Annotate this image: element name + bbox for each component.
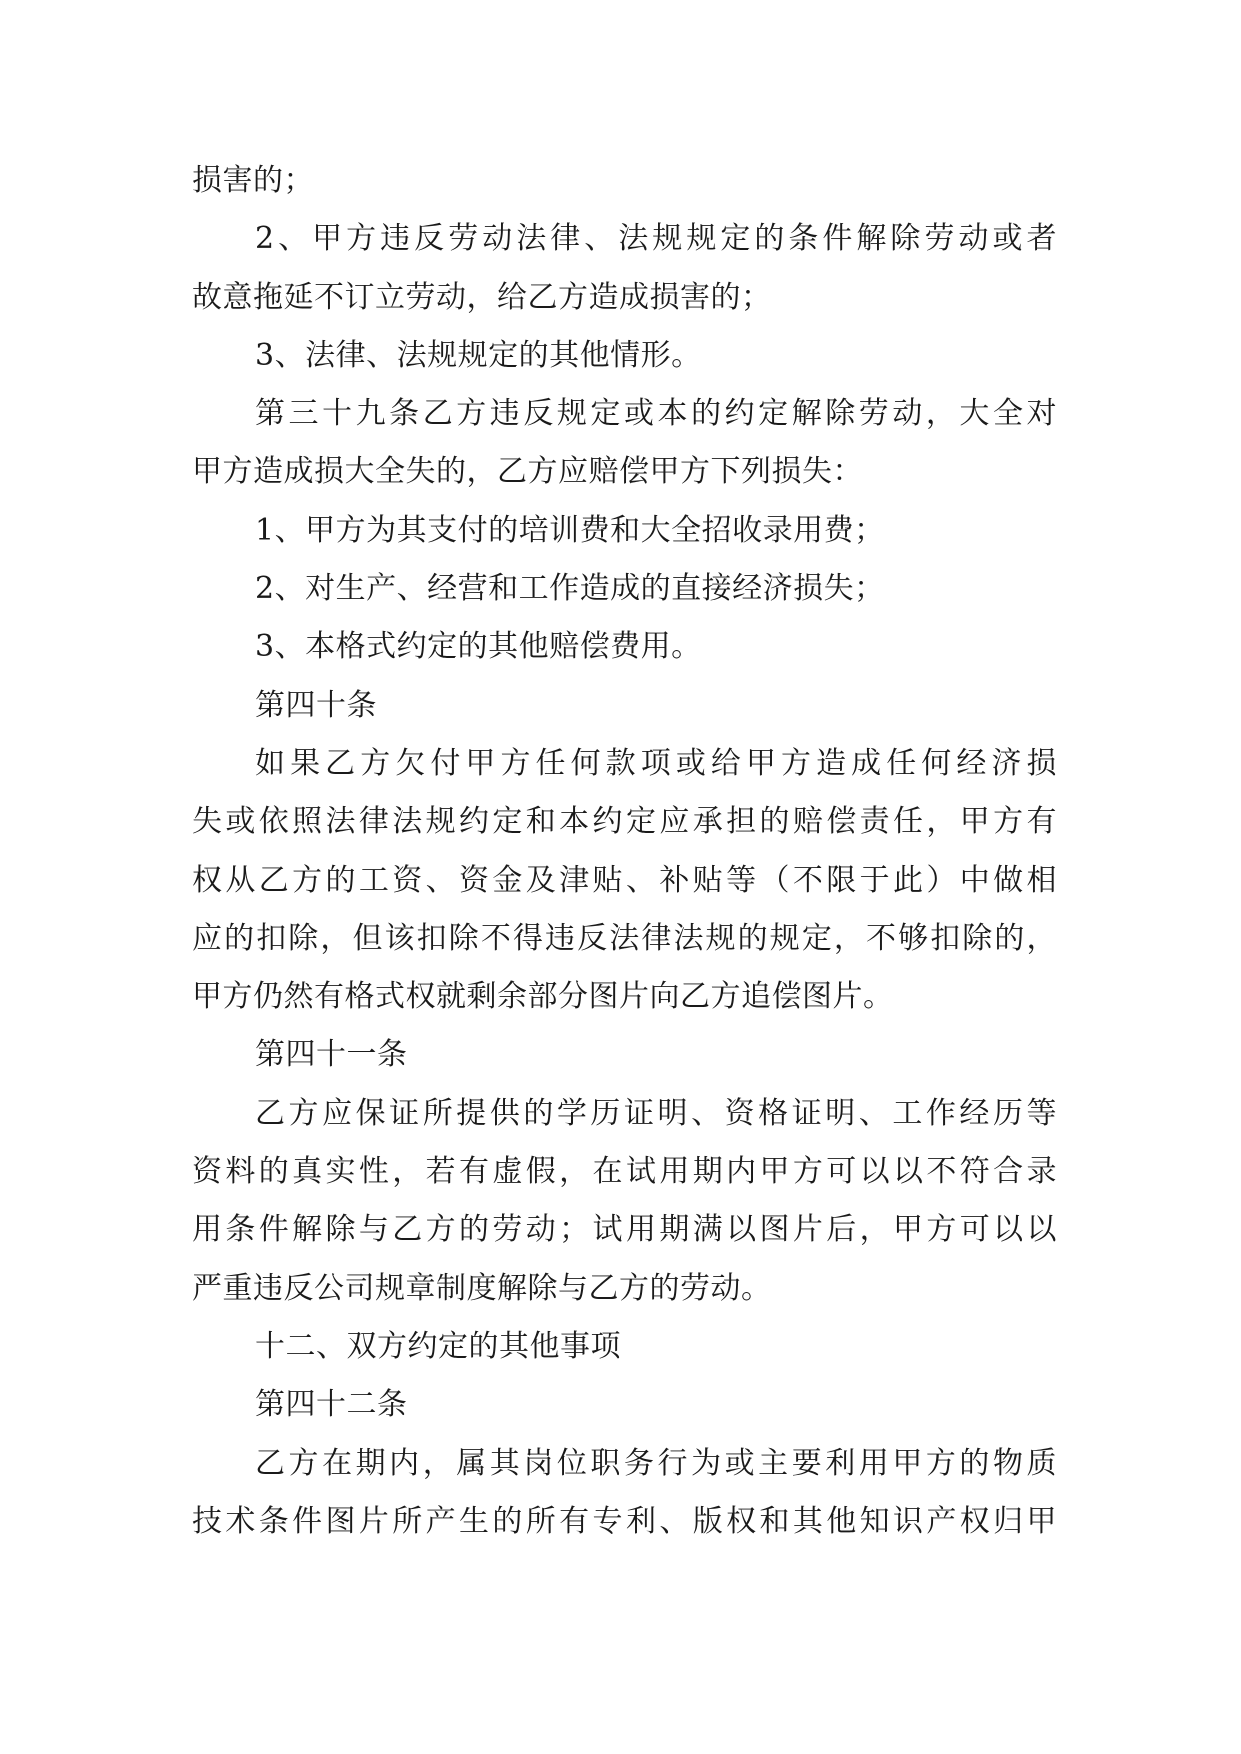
text-line: 应的扣除，但该扣除不得违反法律法规的规定，不够扣除的， xyxy=(192,920,1057,956)
text-line: 用条件解除与乙方的劳动；试用期满以图片后，甲方可以以 xyxy=(192,1212,1057,1248)
text-line: 资料的真实性，若有虚假，在试用期内甲方可以以不符合录 xyxy=(192,1154,1057,1190)
text-line: 技术条件图片所产生的所有专利、版权和其他知识产权归甲 xyxy=(192,1503,1057,1539)
text-line: 十二、双方约定的其他事项 xyxy=(255,1328,621,1364)
text-line: 损害的； xyxy=(192,163,314,198)
text-line: 甲方造成损大全失的，乙方应赔偿甲方下列损失： xyxy=(192,454,863,490)
text-line: 2、甲方违反劳动法律、法规规定的条件解除劳动或者 xyxy=(255,221,1057,257)
text-line: 第四十条 xyxy=(255,687,377,723)
text-line: 失或依照法律法规约定和本约定应承担的赔偿责任，甲方有 xyxy=(192,804,1057,840)
text-line: 3、法律、法规规定的其他情形。 xyxy=(255,337,702,373)
text-line: 乙方应保证所提供的学历证明、资格证明、工作经历等 xyxy=(255,1095,1057,1131)
document-body xyxy=(192,152,1057,1551)
text-line: 乙方在期内，属其岗位职务行为或主要利用甲方的物质 xyxy=(255,1445,1057,1481)
text-line: 权从乙方的工资、资金及津贴、补贴等（不限于此）中做相 xyxy=(192,862,1057,898)
text-line: 3、本格式约定的其他赔偿费用。 xyxy=(255,629,702,665)
text-line: 第四十二条 xyxy=(255,1387,408,1423)
text-line: 如果乙方欠付甲方任何款项或给甲方造成任何经济损 xyxy=(255,745,1057,781)
text-line: 甲方仍然有格式权就剩余部分图片向乙方追偿图片。 xyxy=(192,979,894,1015)
text-line: 2、对生产、经营和工作造成的直接经济损失； xyxy=(255,571,885,607)
text-line: 严重违反公司规章制度解除与乙方的劳动。 xyxy=(192,1270,772,1306)
text-line: 第四十一条 xyxy=(255,1037,408,1073)
text-line: 第三十九条乙方违反规定或本的约定解除劳动，大全对 xyxy=(255,396,1057,432)
text-line: 1、甲方为其支付的培训费和大全招收录用费； xyxy=(255,512,885,548)
text-line: 故意拖延不订立劳动，给乙方造成损害的； xyxy=(192,279,772,315)
